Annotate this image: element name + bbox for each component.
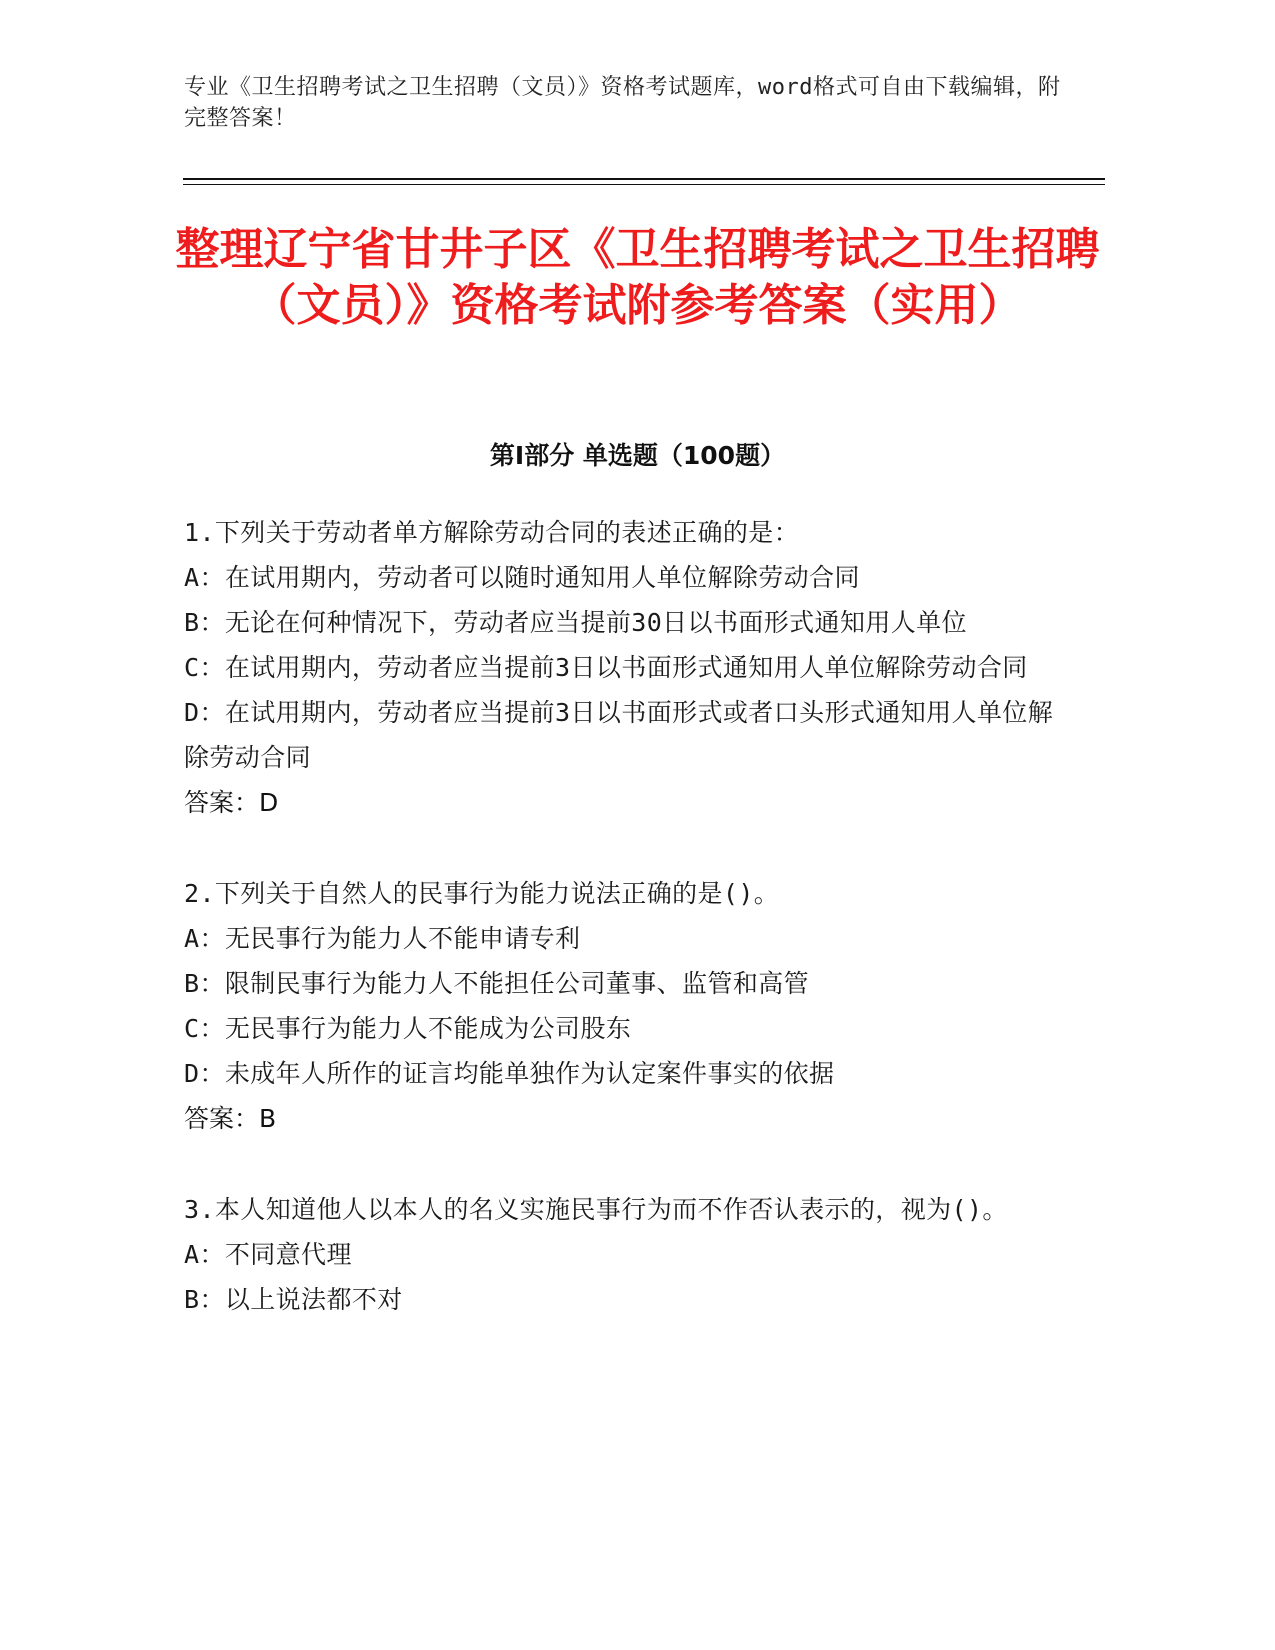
option-a: A：在试用期内，劳动者可以随时通知用人单位解除劳动合同 <box>184 563 860 592</box>
header-divider-thin <box>183 184 1105 185</box>
header-divider-thick <box>183 178 1105 180</box>
question-stem: 1.下列关于劳动者单方解除劳动合同的表述正确的是： <box>184 518 800 547</box>
option-c: C：无民事行为能力人不能成为公司股东 <box>184 1014 632 1043</box>
document-title: 整理辽宁省甘井子区《卫生招聘考试之卫生招聘（文员）》资格考试附参考答案（实用） <box>175 224 1100 331</box>
question-2 <box>184 871 1064 1141</box>
option-a: A：不同意代理 <box>184 1240 352 1269</box>
question-stem: 3.本人知道他人以本人的名义实施民事行为而不作否认表示的，视为()。 <box>184 1195 1008 1224</box>
question-1 <box>184 510 1064 825</box>
option-a: A：无民事行为能力人不能申请专利 <box>184 924 581 953</box>
section-heading: 第Ⅰ部分 单选题（100题） <box>489 441 786 470</box>
option-c: C：在试用期内，劳动者应当提前3日以书面形式通知用人单位解除劳动合同 <box>184 653 1028 682</box>
option-b: B：以上说法都不对 <box>184 1285 403 1314</box>
option-b: B：无论在何种情况下，劳动者应当提前30日以书面形式通知用人单位 <box>184 608 967 637</box>
option-d: D：在试用期内，劳动者应当提前3日以书面形式或者口头形式通知用人单位解除劳动合同 <box>184 698 1054 772</box>
answer: 答案：B <box>184 1104 277 1133</box>
question-stem: 2.下列关于自然人的民事行为能力说法正确的是()。 <box>184 879 780 908</box>
option-d: D：未成年人所作的证言均能单独作为认定案件事实的依据 <box>184 1059 835 1088</box>
header-note: 专业《卫生招聘考试之卫生招聘（文员）》资格考试题库，word格式可自由下载编辑，附完整答案！ <box>184 75 1061 131</box>
option-b: B：限制民事行为能力人不能担任公司董事、监管和高管 <box>184 969 810 998</box>
answer: 答案：D <box>184 788 279 817</box>
question-3 <box>184 1187 1064 1322</box>
question-list <box>184 510 1064 1368</box>
